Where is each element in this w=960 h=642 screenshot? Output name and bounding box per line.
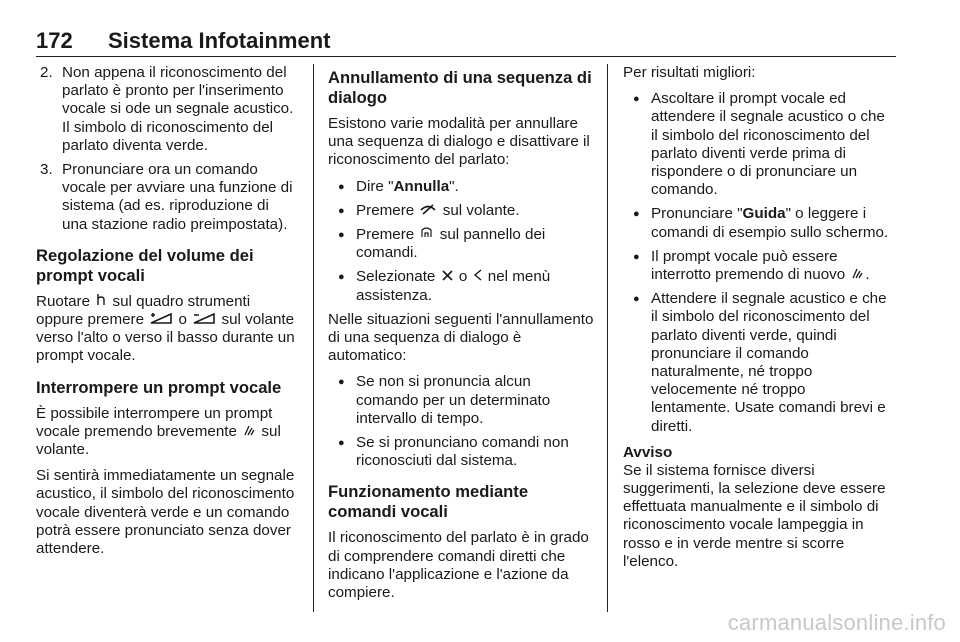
step-text: Pronunciare ora un comando vocale per avviare una funzione di sistema (ad es. riproduzione di una stazione radio preimpostata). bbox=[62, 161, 293, 233]
list-item: ● Attendere il segnale acustico e che il simbolo del riconoscimento del parlato diventi verde, quindi pronunciare il comando naturalmente, né troppo velocemente né troppo lentamente. Usate comandi brevi e diretti. bbox=[623, 290, 889, 436]
auto-cancel-intro: Nelle situazioni seguenti l'annullamento di una sequenza di dialogo è automatico: bbox=[328, 310, 594, 365]
cancel-methods-list bbox=[328, 178, 594, 305]
step-item bbox=[36, 64, 298, 155]
text-run: È possibile interrompere un prompt vocale premendo brevemente bbox=[36, 404, 273, 440]
text-run: o bbox=[178, 311, 187, 329]
step-item bbox=[36, 161, 298, 234]
text-run: . bbox=[865, 266, 870, 284]
text-run: sul quadro strumenti oppure premere bbox=[36, 292, 251, 329]
text-run: Premere bbox=[356, 201, 415, 219]
rotary-knob-icon bbox=[96, 293, 106, 308]
list-item: ● Se non si pronuncia alcun comando per un determinato intervallo di tempo. bbox=[328, 373, 594, 428]
column-2 bbox=[328, 64, 594, 610]
list-item: ● Ascoltare il prompt vocale ed attendere il segnale acustico o che il simbolo del riconoscimento del parlato diventi verde prima di rispondere o di pronunciare un comando. bbox=[623, 90, 889, 199]
list-item bbox=[328, 202, 594, 220]
tips-intro: Per risultati migliori: bbox=[623, 64, 756, 81]
text-run: Premere bbox=[356, 226, 415, 244]
watermark: carmanualsonline.info bbox=[727, 610, 946, 635]
text-run: Selezionate bbox=[356, 268, 436, 286]
heading-volume: Regolazione del volume dei prompt vocali bbox=[36, 245, 254, 285]
note-title: Avviso bbox=[623, 443, 673, 461]
list-item bbox=[623, 205, 889, 241]
step-number: 2. bbox=[40, 64, 53, 81]
list-item bbox=[623, 248, 889, 284]
heading-cancel: Annullamento di una sequenza di dialogo bbox=[328, 68, 592, 107]
auto-cancel-list bbox=[328, 373, 594, 470]
volume-down-icon bbox=[193, 311, 215, 326]
column-divider-1 bbox=[313, 64, 314, 612]
section-title: Sistema Infotainment bbox=[108, 28, 331, 53]
tips-list bbox=[623, 90, 889, 436]
page-number: 172 bbox=[36, 28, 73, 53]
list-item bbox=[328, 178, 594, 196]
command-keyword: Annulla bbox=[393, 177, 450, 195]
text-run: nel menù assistenza. bbox=[356, 268, 551, 304]
back-arrow-icon bbox=[474, 269, 482, 283]
command-keyword: Guida bbox=[742, 205, 786, 223]
text-run: Dire " bbox=[356, 177, 394, 195]
interrupt-paragraph bbox=[36, 405, 298, 460]
column-1 bbox=[36, 64, 298, 566]
interrupt-paragraph-2: Si sentirà immediatamente un segnale acustico, il simbolo del riconoscimento vocale diventerà verde e un comando potrà essere pronunciato senza dover attendere. bbox=[36, 467, 295, 558]
volume-up-icon bbox=[150, 311, 172, 326]
voice-command-icon bbox=[243, 423, 255, 438]
numbered-steps bbox=[36, 64, 298, 234]
text-run: Ruotare bbox=[36, 292, 91, 310]
list-item bbox=[328, 268, 594, 304]
text-run: sul volante. bbox=[36, 422, 281, 459]
step-text: Non appena il riconoscimento del parlato è pronto per l'inserimento vocale si ode un segnale acustico. Il simbolo di riconoscimento del parlato diventa verde. bbox=[62, 64, 294, 154]
text-run: o bbox=[458, 268, 468, 286]
close-icon bbox=[442, 269, 453, 283]
note-body: Se il sistema fornisce diversi suggerimenti, la selezione deve essere effettuata manualmente e il simbolo di riconoscimento vocale lampeggia in rosso e in verde mentre si scorre l'elenco. bbox=[623, 461, 886, 570]
list-item bbox=[328, 226, 594, 262]
text-run: sul volante. bbox=[442, 201, 520, 219]
column-divider-2 bbox=[607, 64, 608, 612]
step-number: 3. bbox=[40, 161, 53, 179]
voice-commands-paragraph: Il riconoscimento del parlato è in grado di comprendere comandi diretti che indicano l'applicazione e l'azione da compiere. bbox=[328, 529, 589, 602]
text-run: sul volante verso l'alto o verso il basso durante un prompt vocale. bbox=[36, 311, 295, 365]
home-button-icon bbox=[420, 226, 433, 241]
text-run: ". bbox=[449, 177, 459, 195]
heading-interrupt: Interrompere un prompt vocale bbox=[36, 377, 282, 397]
page-header bbox=[36, 28, 896, 57]
heading-voice-commands: Funzionamento mediante comandi vocali bbox=[328, 482, 529, 522]
text-run: " o leggere i comandi di esempio sullo schermo. bbox=[651, 205, 889, 241]
hang-up-icon bbox=[420, 203, 436, 217]
text-run: Pronunciare " bbox=[651, 205, 743, 223]
text-run: sul pannello dei comandi. bbox=[356, 226, 546, 262]
text-run: Il prompt vocale può essere interrotto premendo di nuovo bbox=[651, 247, 846, 284]
list-item: ● Se si pronunciano comandi non riconosciuti dal sistema. bbox=[328, 434, 594, 470]
cancel-intro: Esistono varie modalità per annullare una sequenza di dialogo e disattivare il riconoscimento del parlato: bbox=[328, 115, 590, 169]
voice-command-icon bbox=[851, 266, 863, 281]
volume-paragraph bbox=[36, 293, 298, 366]
column-3 bbox=[623, 64, 889, 571]
